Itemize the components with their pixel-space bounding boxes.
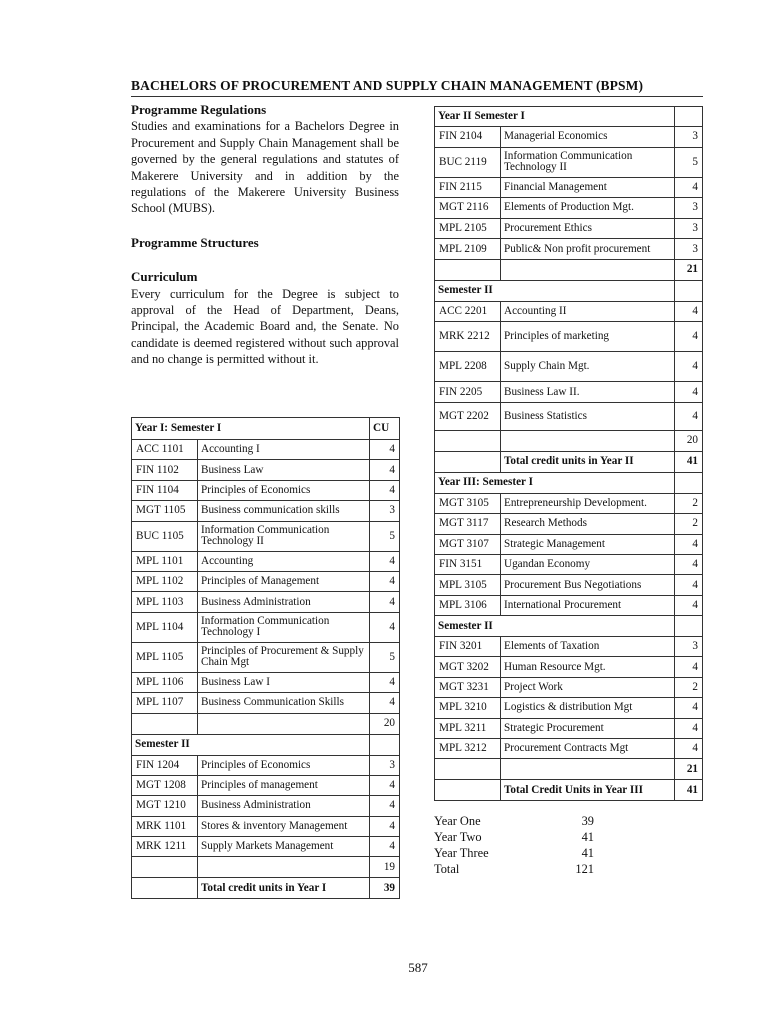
course-row (435, 493, 703, 513)
year-total-label: Total credit units in Year II (501, 451, 675, 472)
course-title: Business Administration (198, 796, 370, 816)
cu-header: CU (370, 418, 400, 440)
subtotal-row (132, 713, 400, 734)
course-row (435, 677, 703, 697)
semester-subtotal: 20 (370, 713, 400, 734)
course-code: FIN 1102 (132, 460, 198, 480)
course-row (435, 575, 703, 595)
course-row (435, 218, 703, 239)
course-credit-units: 4 (370, 440, 400, 460)
course-row (132, 480, 400, 500)
course-row (132, 755, 400, 775)
summary-row (434, 861, 594, 877)
course-row (132, 501, 400, 521)
course-credit-units: 4 (370, 480, 400, 500)
page-number: 587 (408, 960, 428, 975)
course-title: Principles of management (198, 775, 370, 795)
course-row (435, 382, 703, 402)
semester-subtotal: 20 (675, 430, 703, 451)
course-title: Principles of Management (198, 571, 370, 591)
course-code: MPL 1106 (132, 672, 198, 692)
course-title: Procurement Ethics (501, 218, 675, 239)
course-row (435, 739, 703, 759)
course-code: FIN 1204 (132, 755, 198, 775)
course-code: MPL 2208 (435, 352, 501, 382)
course-credit-units: 4 (370, 592, 400, 612)
course-credit-units: 4 (370, 796, 400, 816)
course-code: MPL 2109 (435, 239, 501, 260)
year2-year3-table (434, 106, 703, 801)
header-row (132, 418, 400, 440)
course-title: Elements of Taxation (501, 637, 675, 657)
course-code: MPL 1101 (132, 551, 198, 571)
empty-cell (435, 259, 501, 280)
year-total-label: Total credit units in Year I (198, 878, 370, 899)
subtotal-row (435, 430, 703, 451)
course-title: Principles of Procurement & Supply Chain Mgt (198, 642, 370, 672)
course-code: MGT 3231 (435, 677, 501, 697)
course-title: Human Resource Mgt. (501, 657, 675, 677)
semester-header-row (435, 280, 703, 301)
course-row (435, 352, 703, 382)
course-code: BUC 2119 (435, 147, 501, 177)
course-title: Business Statistics (501, 402, 675, 430)
course-code: MPL 3105 (435, 575, 501, 595)
year-header: Year II Semester I (435, 107, 675, 127)
summary-label: Year One (434, 814, 481, 828)
summary-value: 41 (581, 846, 594, 860)
empty-cell (132, 857, 198, 878)
course-credit-units: 5 (675, 147, 703, 177)
course-title: Supply Chain Mgt. (501, 352, 675, 382)
course-title: Elements of Production Mgt. (501, 198, 675, 219)
semester-header: Semester II (435, 280, 675, 301)
course-credit-units: 3 (675, 218, 703, 239)
course-title: Entrepreneurship Development. (501, 493, 675, 513)
course-row (132, 837, 400, 857)
empty-cell (501, 430, 675, 451)
course-row (435, 198, 703, 219)
course-row (435, 534, 703, 554)
empty-cell (435, 451, 501, 472)
course-code: FIN 3201 (435, 637, 501, 657)
course-row (132, 440, 400, 460)
empty-cell (501, 759, 675, 780)
semester-subtotal: 19 (370, 857, 400, 878)
page-heading: BACHELORS OF PROCUREMENT AND SUPPLY CHAIN MANAGEMENT (BPSM) (131, 78, 644, 93)
summary-label: Year Two (434, 830, 482, 844)
course-row (132, 592, 400, 612)
course-credit-units: 3 (675, 127, 703, 148)
course-title: Business Communication Skills (198, 693, 370, 713)
empty-cell (675, 280, 703, 301)
regulations-text: Studies and examinations for a Bachelors Degree in Procurement and Supply Chain Management shall be governed by the general regulations and statutes of Makerere University and in addition by the regulations of the Makerere University Business School (MUBS). (131, 119, 399, 216)
course-credit-units: 4 (675, 402, 703, 430)
course-title: Research Methods (501, 514, 675, 534)
course-credit-units: 4 (370, 551, 400, 571)
course-credit-units: 4 (370, 693, 400, 713)
course-credit-units: 2 (675, 514, 703, 534)
course-title: Principles of marketing (501, 322, 675, 352)
course-credit-units: 4 (675, 698, 703, 718)
course-title: Financial Management (501, 177, 675, 198)
course-row (132, 796, 400, 816)
subtotal-row (435, 759, 703, 780)
course-code: MRK 1211 (132, 837, 198, 857)
course-row (435, 402, 703, 430)
course-code: MPL 1102 (132, 571, 198, 591)
course-row (435, 514, 703, 534)
header-row (435, 107, 703, 127)
course-title: Strategic Procurement (501, 718, 675, 738)
course-credit-units: 2 (675, 493, 703, 513)
empty-cell (501, 259, 675, 280)
course-credit-units: 4 (675, 301, 703, 321)
course-code: MPL 1104 (132, 612, 198, 642)
course-row (435, 127, 703, 148)
year-total-label: Total Credit Units in Year III (501, 780, 675, 801)
course-credit-units: 4 (675, 595, 703, 615)
course-row (132, 775, 400, 795)
course-code: MGT 3105 (435, 493, 501, 513)
course-row (132, 551, 400, 571)
course-title: Managerial Economics (501, 127, 675, 148)
summary-label: Total (434, 862, 460, 876)
course-title: Ugandan Economy (501, 554, 675, 574)
course-credit-units: 4 (370, 460, 400, 480)
course-title: Principles of Economics (198, 755, 370, 775)
course-title: Stores & inventory Management (198, 816, 370, 836)
semester-subtotal: 21 (675, 759, 703, 780)
course-credit-units: 4 (370, 816, 400, 836)
course-credit-units: 4 (675, 322, 703, 352)
course-row (435, 147, 703, 177)
course-credit-units: 3 (675, 198, 703, 219)
year1-table (131, 417, 400, 899)
course-credit-units: 4 (675, 534, 703, 554)
semester-header-row (132, 734, 400, 755)
course-code: MPL 3211 (435, 718, 501, 738)
course-title: Accounting II (501, 301, 675, 321)
course-title: Information Communication Technology I (198, 612, 370, 642)
course-credit-units: 4 (675, 739, 703, 759)
course-code: FIN 2205 (435, 382, 501, 402)
empty-cell (435, 430, 501, 451)
course-row (435, 637, 703, 657)
empty-cell (435, 780, 501, 801)
curriculum-title: Curriculum (131, 269, 198, 285)
empty-cell (675, 472, 703, 493)
course-title: Business Law (198, 460, 370, 480)
course-row (132, 460, 400, 480)
course-code: MPL 2105 (435, 218, 501, 239)
empty-cell (675, 616, 703, 637)
year-total: 41 (675, 451, 703, 472)
structures-title: Programme Structures (131, 234, 259, 250)
course-code: MPL 1107 (132, 693, 198, 713)
subtotal-row (132, 857, 400, 878)
course-title: Logistics & distribution Mgt (501, 698, 675, 718)
course-credit-units: 4 (675, 382, 703, 402)
course-title: Strategic Management (501, 534, 675, 554)
course-title: Business communication skills (198, 501, 370, 521)
course-title: Business Law II. (501, 382, 675, 402)
course-title: Information Communication Technology II (198, 521, 370, 551)
course-row (132, 693, 400, 713)
course-credit-units: 4 (675, 657, 703, 677)
course-code: FIN 2104 (435, 127, 501, 148)
course-code: MGT 2202 (435, 402, 501, 430)
course-credit-units: 4 (370, 837, 400, 857)
header-row (435, 472, 703, 493)
course-code: MGT 3202 (435, 657, 501, 677)
year-total: 41 (675, 780, 703, 801)
summary-value: 41 (581, 830, 594, 844)
total-row (435, 780, 703, 801)
course-code: MPL 3212 (435, 739, 501, 759)
empty-cell (435, 759, 501, 780)
course-title: Project Work (501, 677, 675, 697)
summary-value: 39 (581, 814, 594, 828)
course-row (132, 612, 400, 642)
course-row (132, 642, 400, 672)
course-title: Principles of Economics (198, 480, 370, 500)
course-title: Business Administration (198, 592, 370, 612)
course-code: MGT 3107 (435, 534, 501, 554)
course-code: FIN 2115 (435, 177, 501, 198)
course-code: BUC 1105 (132, 521, 198, 551)
course-code: MGT 2116 (435, 198, 501, 219)
empty-cell (198, 713, 370, 734)
course-credit-units: 4 (675, 718, 703, 738)
summary-row (434, 813, 594, 829)
year-total: 39 (370, 878, 400, 899)
course-credit-units: 4 (675, 177, 703, 198)
course-row (435, 718, 703, 738)
intro-column (131, 102, 399, 368)
course-credit-units: 5 (370, 521, 400, 551)
course-credit-units: 3 (370, 501, 400, 521)
course-row (132, 521, 400, 551)
semester-header-row (435, 616, 703, 637)
summary-label: Year Three (434, 846, 489, 860)
course-row (132, 816, 400, 836)
course-title: Public& Non profit procurement (501, 239, 675, 260)
course-code: MPL 1105 (132, 642, 198, 672)
course-row (132, 571, 400, 591)
semester-subtotal: 21 (675, 259, 703, 280)
course-credit-units: 4 (675, 554, 703, 574)
course-row (435, 657, 703, 677)
course-title: Procurement Contracts Mgt (501, 739, 675, 759)
course-credit-units: 3 (675, 239, 703, 260)
course-row (435, 322, 703, 352)
course-title: Procurement Bus Negotiations (501, 575, 675, 595)
total-row (132, 878, 400, 899)
course-code: MPL 1103 (132, 592, 198, 612)
course-credit-units: 4 (370, 571, 400, 591)
course-code: MPL 3106 (435, 595, 501, 615)
course-title: Accounting (198, 551, 370, 571)
empty-cell (675, 107, 703, 127)
course-code: MGT 3117 (435, 514, 501, 534)
credit-summary (434, 813, 594, 877)
course-row (435, 698, 703, 718)
empty-cell (198, 857, 370, 878)
empty-cell (132, 878, 198, 899)
course-code: MGT 1210 (132, 796, 198, 816)
course-title: Accounting I (198, 440, 370, 460)
course-title: International Procurement (501, 595, 675, 615)
course-credit-units: 2 (675, 677, 703, 697)
course-row (435, 177, 703, 198)
summary-row (434, 829, 594, 845)
total-row (435, 451, 703, 472)
course-code: FIN 1104 (132, 480, 198, 500)
course-row (435, 595, 703, 615)
year-header: Year I: Semester I (132, 418, 370, 440)
course-credit-units: 3 (675, 637, 703, 657)
course-code: ACC 1101 (132, 440, 198, 460)
year-header: Year III: Semester I (435, 472, 675, 493)
course-code: MRK 2212 (435, 322, 501, 352)
subtotal-row (435, 259, 703, 280)
course-credit-units: 4 (675, 352, 703, 382)
course-row (132, 672, 400, 692)
semester-header: Semester II (435, 616, 675, 637)
course-row (435, 301, 703, 321)
heading-divider (131, 96, 703, 97)
course-credit-units: 4 (370, 775, 400, 795)
regulations-title: Programme Regulations (131, 102, 267, 117)
course-credit-units: 5 (370, 642, 400, 672)
semester-header: Semester II (132, 734, 370, 755)
course-code: FIN 3151 (435, 554, 501, 574)
course-title: Supply Markets Management (198, 837, 370, 857)
course-code: MGT 1105 (132, 501, 198, 521)
course-credit-units: 4 (675, 575, 703, 595)
summary-row (434, 845, 594, 861)
empty-cell (132, 713, 198, 734)
course-code: MRK 1101 (132, 816, 198, 836)
course-credit-units: 4 (370, 612, 400, 642)
course-code: ACC 2201 (435, 301, 501, 321)
empty-cell (370, 734, 400, 755)
course-code: MGT 1208 (132, 775, 198, 795)
course-credit-units: 4 (370, 672, 400, 692)
course-credit-units: 3 (370, 755, 400, 775)
course-row (435, 554, 703, 574)
curriculum-text: Every curriculum for the Degree is subject to approval of the Head of Department, Deans, Principal, the Academic Board and, the Senate. No candidate is deemed registered without such approval and no change is permitted without it. (131, 286, 399, 367)
course-title: Business Law I (198, 672, 370, 692)
course-row (435, 239, 703, 260)
summary-value: 121 (575, 862, 594, 876)
course-code: MPL 3210 (435, 698, 501, 718)
course-title: Information Communication Technology II (501, 147, 675, 177)
